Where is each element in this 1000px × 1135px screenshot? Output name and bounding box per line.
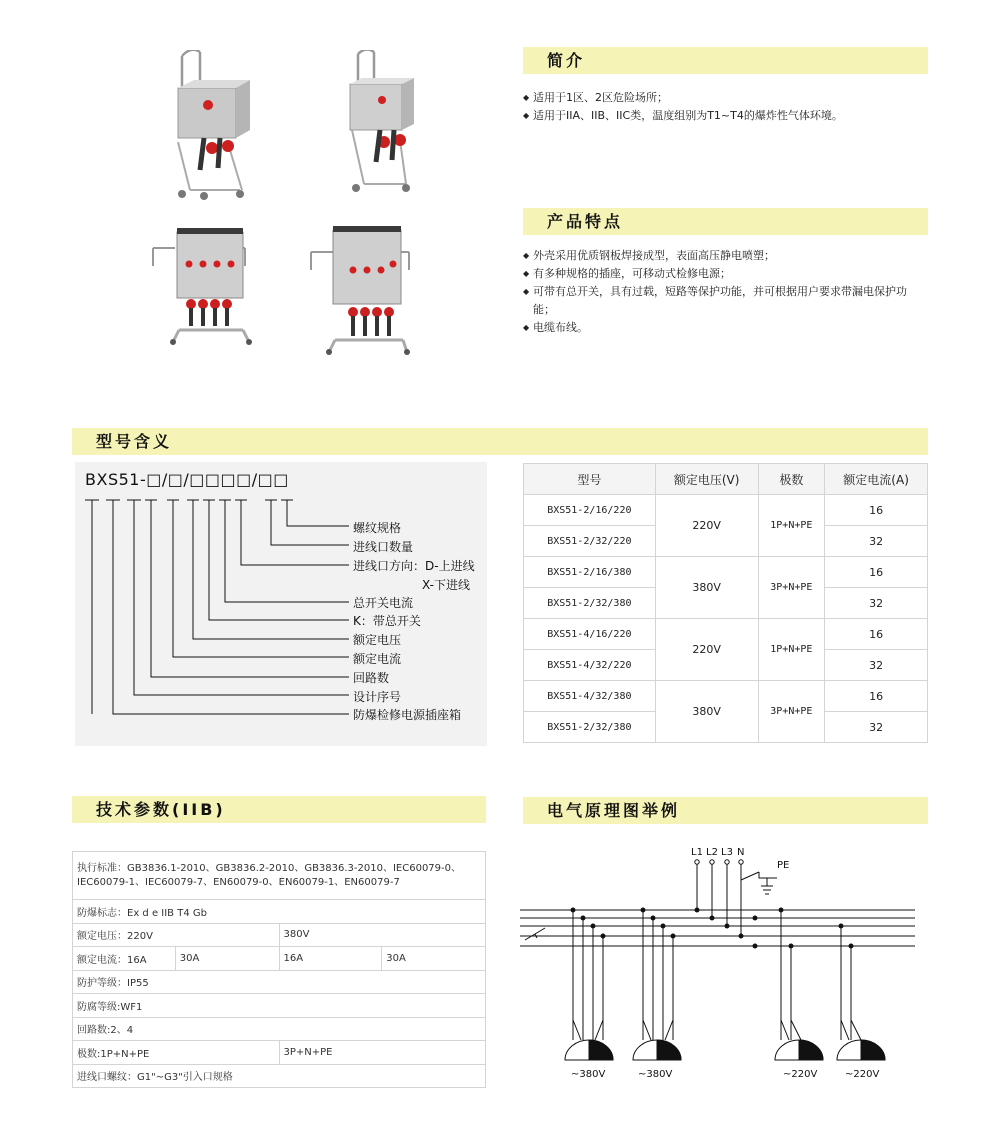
- model-label-inlet-count: 进线口数量: [353, 540, 414, 554]
- list-item: ◆ 适用于IIA、IIB、IIC类，温度组别为T1~T4的爆炸性气体环境。: [523, 107, 928, 125]
- cell-voltage: 220V: [655, 619, 758, 681]
- cell-voltage: 220V: [655, 495, 758, 557]
- section-header-circuit: 电气原理图举例: [523, 797, 928, 824]
- model-label-main-switch-current: 总开关电流: [353, 596, 414, 610]
- tech-corrosion: 防腐等级:WF1: [73, 994, 486, 1018]
- cell-current: 16: [825, 495, 928, 526]
- features-list: [523, 247, 928, 337]
- tech-voltage-380: 380V: [279, 923, 486, 947]
- tech-inlet: 进线口螺纹：G1"~G3"引入口规格: [73, 1064, 486, 1088]
- cell-voltage: 380V: [655, 557, 758, 619]
- spec-table: [523, 463, 928, 743]
- phase-label-l2: L2: [706, 847, 718, 858]
- cell-model: BXS51-4/32/220: [524, 650, 656, 681]
- tech-circuits: 回路数:2、4: [73, 1017, 486, 1041]
- model-label-inlet-direction: 进线口方向：D-上进线: [353, 559, 475, 573]
- model-label-rated-voltage: 额定电压: [353, 633, 402, 647]
- model-label-thread: 螺纹规格: [353, 521, 402, 535]
- column-header: 极数: [758, 464, 825, 495]
- cell-current: 16: [825, 557, 928, 588]
- model-code: BXS51-□/□/□□□□/□□: [85, 470, 289, 489]
- table-row: [524, 619, 928, 650]
- tech-voltage-220: 额定电压：220V: [73, 923, 280, 947]
- column-header: 型号: [524, 464, 656, 495]
- product-photo-trolley-2-socket-b: [330, 50, 420, 195]
- phase-label-l3: L3: [721, 847, 733, 858]
- model-leader-lines: [75, 490, 355, 725]
- table-row: [524, 557, 928, 588]
- phase-label-n: N: [737, 847, 745, 858]
- tech-current-1: 额定电流：16A: [73, 947, 176, 971]
- table-row: [73, 900, 486, 924]
- socket-label: ~380V: [638, 1069, 673, 1080]
- cell-current: 32: [825, 650, 928, 681]
- cell-current: 32: [825, 712, 928, 743]
- table-row: [73, 1041, 486, 1065]
- section-header-model: 型号含义: [72, 428, 928, 455]
- cell-model: BXS51-2/16/380: [524, 557, 656, 588]
- table-row: [524, 495, 928, 526]
- column-header: 额定电压(V): [655, 464, 758, 495]
- table-row: [73, 994, 486, 1018]
- product-photo-trolley-2-socket-a: [160, 50, 255, 202]
- cell-model: BXS51-4/32/380: [524, 681, 656, 712]
- tech-params-table: [72, 851, 486, 1088]
- pe-label: PE: [777, 860, 790, 871]
- model-label-inlet-bottom: X-下进线: [422, 578, 470, 592]
- column-header: 额定电流(A): [825, 464, 928, 495]
- model-label-product-name: 防爆检修电源插座箱: [353, 708, 462, 722]
- intro-list: [523, 89, 928, 125]
- list-item: ◆ 外壳采用优质钢板焊接成型，表面高压静电喷塑；: [523, 247, 928, 265]
- tech-standard: 执行标准：GB3836.1-2010、GB3836.2-2010、GB3836.3-2010、IEC60079-0、IEC60079-1、IEC60079-7、EN60079-0、EN60079-1、EN60079-7: [73, 852, 486, 900]
- phase-label-l1: L1: [691, 847, 703, 858]
- cell-current: 16: [825, 681, 928, 712]
- cell-poles: 1P+N+PE: [758, 619, 825, 681]
- tech-current-3: 16A: [279, 947, 382, 971]
- cell-poles: 3P+N+PE: [758, 557, 825, 619]
- product-photo-stand-4-socket-a: [145, 222, 255, 347]
- cell-model: BXS51-2/16/220: [524, 495, 656, 526]
- socket-label: ~220V: [845, 1069, 880, 1080]
- cell-current: 32: [825, 588, 928, 619]
- table-row: [73, 923, 486, 947]
- cell-current: 32: [825, 526, 928, 557]
- cell-model: BXS51-4/16/220: [524, 619, 656, 650]
- table-row: [73, 970, 486, 994]
- section-header-tech: 技术参数(IIB): [72, 796, 486, 823]
- cell-poles: 3P+N+PE: [758, 681, 825, 743]
- model-label-main-switch: K：带总开关: [353, 614, 421, 628]
- socket-label: ~220V: [783, 1069, 818, 1080]
- list-item: ◆ 适用于1区、2区危险场所；: [523, 89, 928, 107]
- model-label-design-serial: 设计序号: [353, 690, 402, 704]
- product-photo-stand-4-socket-b: [305, 222, 415, 357]
- section-header-intro: 简介: [523, 47, 928, 74]
- tech-poles-1: 极数:1P+N+PE: [73, 1041, 280, 1065]
- table-row: [524, 681, 928, 712]
- model-label-rated-current: 额定电流: [353, 652, 402, 666]
- cell-model: BXS51-2/32/380: [524, 588, 656, 619]
- table-header-row: [524, 464, 928, 495]
- table-row: [73, 1017, 486, 1041]
- cell-voltage: 380V: [655, 681, 758, 743]
- list-item: ◆ 可带有总开关，具有过载，短路等保护功能，并可根据用户要求带漏电保护功能；: [523, 283, 928, 319]
- circuit-diagram: [515, 840, 920, 1085]
- tech-ex-mark: 防爆标志：Ex d e IIB T4 Gb: [73, 900, 486, 924]
- tech-current-4: 30A: [382, 947, 486, 971]
- model-label-circuits: 回路数: [353, 671, 390, 685]
- list-item: ◆ 有多种规格的插座，可移动式检修电源；: [523, 265, 928, 283]
- tech-poles-2: 3P+N+PE: [279, 1041, 486, 1065]
- tech-current-2: 30A: [175, 947, 279, 971]
- tech-ip: 防护等级：IP55: [73, 970, 486, 994]
- list-item: ◆ 电缆布线。: [523, 319, 928, 337]
- table-row: [73, 947, 486, 971]
- section-header-features: 产品特点: [523, 208, 928, 235]
- table-row: [73, 1064, 486, 1088]
- socket-label: ~380V: [571, 1069, 606, 1080]
- table-row: [73, 852, 486, 900]
- cell-poles: 1P+N+PE: [758, 495, 825, 557]
- cell-model: BXS51-2/32/220: [524, 526, 656, 557]
- cell-current: 16: [825, 619, 928, 650]
- cell-model: BXS51-2/32/380: [524, 712, 656, 743]
